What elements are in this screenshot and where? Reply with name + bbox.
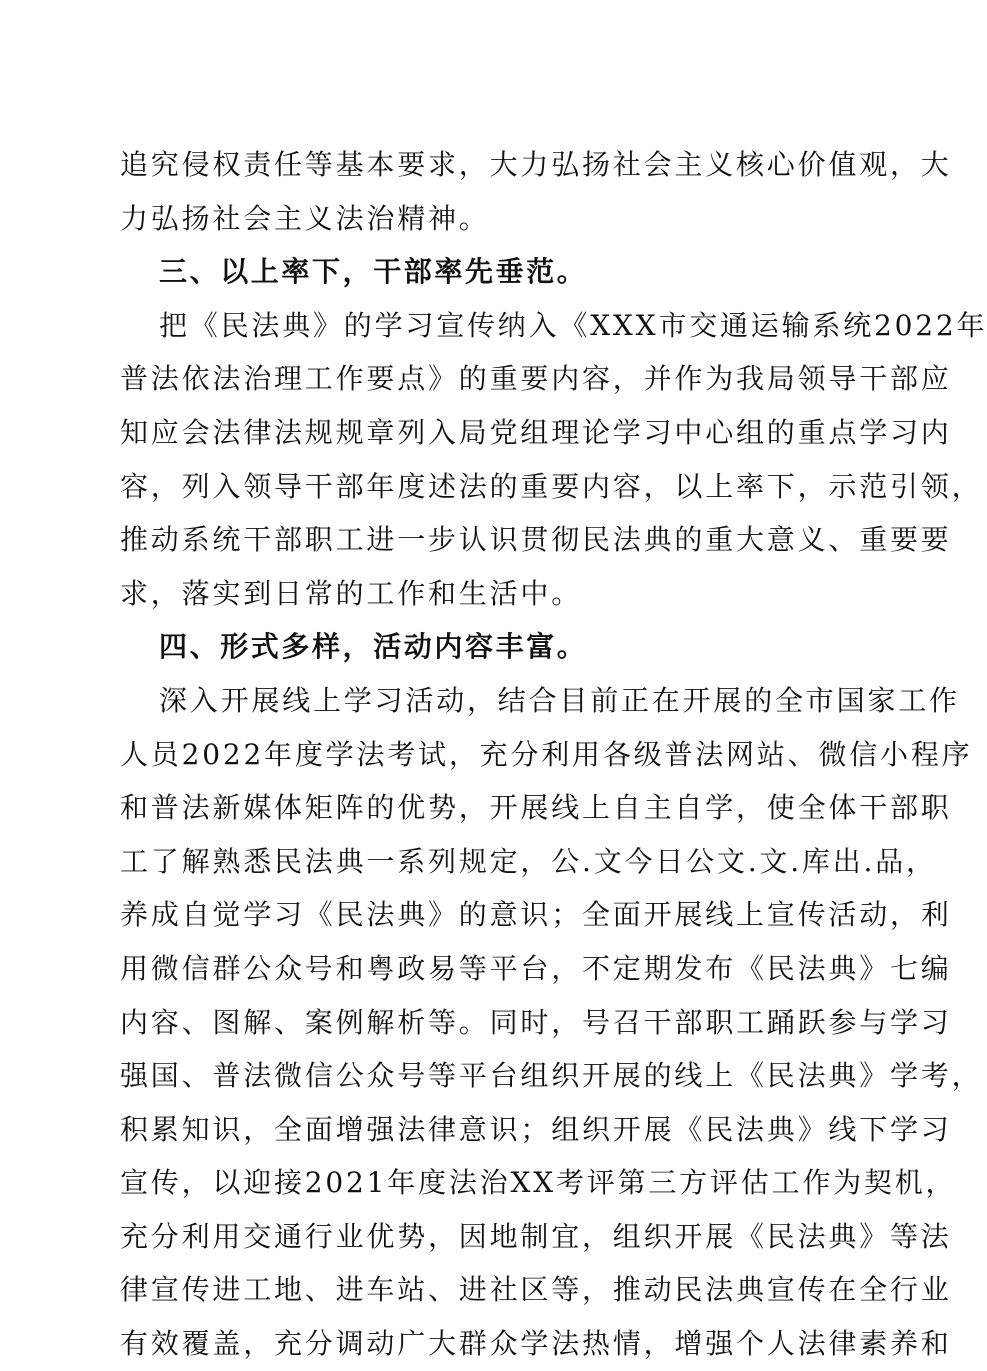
body-line: 充分利用交通行业优势，因地制宜，组织开展《民法典》等法 [120, 1219, 952, 1253]
body-line: 力弘扬社会主义法治精神。 [120, 201, 490, 235]
document-body [120, 138, 987, 1371]
body-line: 推动系统干部职工进一步认识贯彻民法典的重大意义、重要要 [120, 523, 952, 557]
body-line: 工了解熟悉民法典一系列规定，公.文今日公文.文.库出.品， [120, 844, 937, 878]
body-line: 普法依法治理工作要点》的重要内容，并作为我局领导干部应 [120, 362, 952, 396]
body-line: 有效覆盖，充分调动广大群众学法热情，增强个人法律素养和 [120, 1327, 952, 1361]
section-heading-3: 三、以上率下，干部率先垂范。 [159, 255, 588, 289]
body-line: 养成自觉学习《民法典》的意识；全面开展线上宣传活动，利 [120, 898, 952, 932]
paragraph-start: 深入开展线上学习活动，结合目前正在开展的全市国家工作 [159, 683, 960, 717]
body-line: 用微信群公众号和粤政易等平台，不定期发布《民法典》七编 [120, 951, 952, 985]
body-line: 人员2022年度学法考试，充分利用各级普法网站、微信小程序 [120, 737, 973, 771]
body-line: 和普法新媒体矩阵的优势，开展线上自主自学，使全体干部职 [120, 791, 952, 825]
body-line: 容，列入领导干部年度述法的重要内容，以上率下，示范引领， [120, 469, 983, 503]
body-line: 积累知识，全面增强法律意识；组织开展《民法典》线下学习 [120, 1112, 952, 1146]
body-line: 宣传，以迎接2021年度法治XX考评第三方评估工作为契机， [120, 1166, 957, 1200]
body-line: 律宣传进工地、进车站、进社区等，推动民法典宣传在全行业 [120, 1273, 952, 1307]
body-line: 内容、图解、案例解析等。同时，号召干部职工踊跃参与学习 [120, 1005, 952, 1039]
body-line: 强国、普法微信公众号等平台组织开展的线上《民法典》学考， [120, 1059, 983, 1093]
paragraph-start: 把《民法典》的学习宣传纳入《XXX市交通运输系统2022年 [159, 308, 987, 342]
body-line: 求，落实到日常的工作和生活中。 [120, 576, 583, 610]
section-heading-4: 四、形式多样，活动内容丰富。 [159, 630, 588, 664]
body-line: 追究侵权责任等基本要求，大力弘扬社会主义核心价值观，大 [120, 148, 952, 181]
body-line: 知应会法律法规规章列入局党组理论学习中心组的重点学习内 [120, 415, 952, 449]
